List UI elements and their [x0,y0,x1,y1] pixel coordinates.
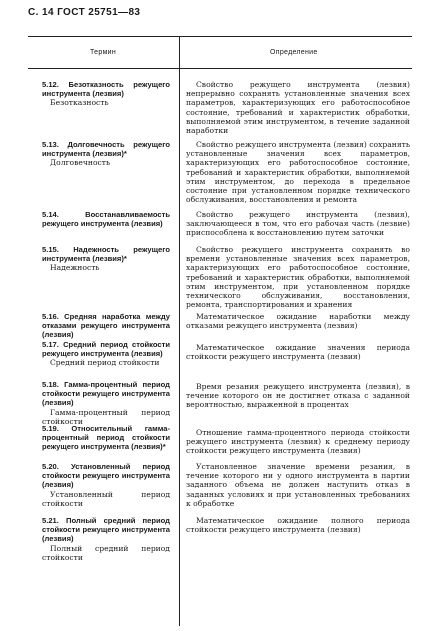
definition-5-21: Математическое ожидание полного периода стойкости режущего инструмента (лезвия) [186,516,410,535]
term-short-name: Долговечность [50,158,111,168]
column-header-definitions: Определение [270,49,318,56]
term-name: 5.17. Средний период стойкости режущего инструмента (лезвия) [42,340,170,359]
term-5-15 [42,245,170,273]
definition-5-17: Математическое ожидание значения периода стойкости режущего инструмента (лезвия) [186,343,410,362]
term-short-name: Надежность [50,263,100,273]
term-name: 5.21. Полный средний период стойкости режущего инструмента (лезвия) [42,516,170,544]
term-name: 5.14. Восстанавливаемость режущего инструмента (лезвия) [42,210,170,229]
term-name: 5.12. Безотказность режущего инструмента (лезвия) [42,80,170,99]
term-5-20 [42,462,170,508]
term-short-name: Гамма-процентный период стойкости [42,407,170,426]
term-5-12 [42,80,170,108]
term-short-name: Установленный период стойкости [42,489,170,508]
column-header-terms: Термин [90,49,117,56]
term-short-name: Средний период стойкости [50,358,160,368]
term-5-21 [42,516,170,562]
term-name: 5.15. Надежность режущего инструмента (лезвия)* [42,245,170,264]
definition-5-15: Свойство режущего инструмента сохранять во времени установленные значения всех параметров, характеризующих его работоспособное состояние, требований и характеристик обработки, выполняемой этим инструментом, при установленном порядке технического обслуживания, восстановления, ремонта, транспортирования и хранения [186,245,410,310]
definition-5-20: Установленное значение времени резания, в течение которого ни у одного инструмента в партии заданного объема не должен наступить отказ в заданных условиях и при установленных требованиях к обработке [186,462,410,508]
term-name: 5.13. Долговечность режущего инструмента (лезвия)* [42,140,170,159]
term-5-17 [42,340,170,368]
column-divider [179,36,180,626]
term-name: 5.19. Относительный гамма-процентный период стойкости режущего инструмента (лезвия)* [42,424,170,452]
term-5-16 [42,312,170,340]
table-header-rule [28,68,412,69]
term-5-14 [42,210,170,228]
term-5-13 [42,140,170,168]
term-short-name: Полный средний период стойкости [42,543,170,562]
term-name: 5.18. Гамма-процентный период стойкости режущего инструмента (лезвия) [42,380,170,408]
definition-5-16: Математическое ожидание наработки между отказами режущего инструмента (лезвия) [186,312,410,331]
term-short-name: Безотказность [50,98,109,108]
definition-5-13: Свойство режущего инструмента (лезвия) сохранять установленные значения всех параметров, характеризующих его работоспособное состояние, требований и характеристик обработки, выполняемой этим инструментом, до перехода в предельное состояние при установленном порядке технического обслуживания, восстановления и ремонта [186,140,410,205]
term-5-19 [42,424,170,452]
definition-5-14: Свойство режущего инструмента (лезвия), заключающееся в том, что его рабочая часть (лезвие) приспособлена к восстановлению путем заточки [186,210,410,238]
term-name: 5.16. Средняя наработка между отказами режущего инструмента (лезвия) [42,312,170,340]
page-header: С. 14 ГОСТ 25751—83 [28,7,141,18]
term-name: 5.20. Установленный период стойкости режущего инструмента (лезвия) [42,462,170,490]
definition-5-18: Время резания режущего инструмента (лезвия), в течение которого он не достигнет отказа с заданной вероятностью, выраженной в процентах [186,382,410,410]
term-5-18 [42,380,170,426]
definition-5-19: Отношение гамма-процентного периода стойкости режущего инструмента (лезвия) к среднему периоду стойкости режущего инструмента (лезвия) [186,428,410,456]
definition-5-12: Свойство режущего инструмента (лезвия) непрерывно сохранять установленные значения всех параметров, характеризующих его работоспособное состояние, требований и характеристик обработки, выполняемой этим инструментом, в течение заданной наработки [186,80,410,136]
table-top-rule [28,36,412,37]
